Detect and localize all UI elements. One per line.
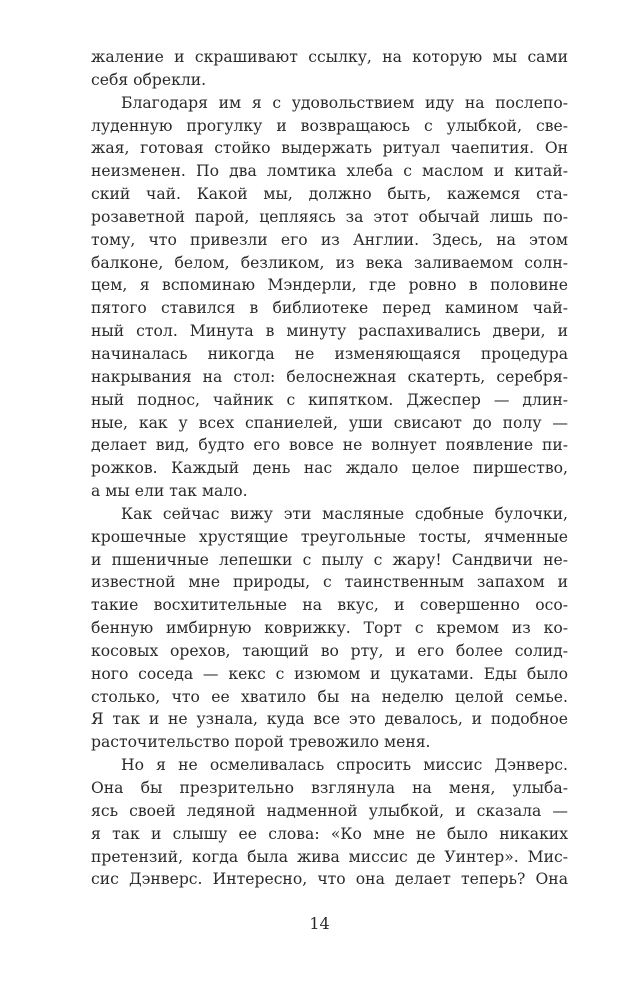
text-line: сис Дэнверс. Интересно, что она делает теперь? Она <box>91 870 568 889</box>
paragraph <box>91 46 568 92</box>
page-number: 14 <box>309 914 330 933</box>
text-line: и пшеничные лепешки с пылу с жару! Сандвичи не- <box>91 550 568 569</box>
text-line: крошечные хрустящие треугольные тосты, ячменные <box>91 527 568 546</box>
text-line: балконе, белом, безликом, из века заливаемом солн- <box>91 253 568 272</box>
text-line: начиналась никогда не изменяющаяся процедура <box>91 344 568 363</box>
text-line: такие восхитительные на вкус, и совершенно осо- <box>91 596 568 615</box>
paragraph <box>91 754 568 891</box>
text-line: ский чай. Какой мы, должно быть, кажемся ста- <box>91 185 568 204</box>
text-line: косовых орехов, тающий во рту, и его более солид- <box>91 641 568 660</box>
text-line: ный стол. Минута в минуту распахивались двери, и <box>91 322 568 341</box>
text-line: ные, как у всех спаниелей, уши свисают до полу — <box>91 413 568 432</box>
text-line: расточительство порой тревожило меня. <box>91 733 431 752</box>
text-line: Она бы презрительно взглянула на меня, улыба- <box>91 779 568 797</box>
page-body-text <box>91 46 568 891</box>
text-line: ясь своей ледяной надменной улыбкой, и сказала — <box>91 801 568 820</box>
text-line: столько, что ее хватило бы на неделю целой семье. <box>91 687 568 706</box>
text-line: цем, я вспоминаю Мэндерли, где ровно в половине <box>91 276 568 295</box>
text-line: претензий, когда была жива миссис де Уинтер». Мис- <box>91 847 568 866</box>
text-line: бенную имбирную коврижку. Торт с кремом из ко- <box>91 619 568 638</box>
text-line: рожков. Каждый день нас ждало целое пиршество, <box>91 459 568 478</box>
text-line: себя обрекли. <box>91 70 207 89</box>
text-line: Благодаря им я с удовольствием иду на послепо- <box>121 93 568 112</box>
text-line: Но я не осмеливалась спросить миссис Дэнверс. <box>121 756 568 775</box>
text-line: луденную прогулку и возвращаюсь с улыбкой, све- <box>91 116 568 135</box>
text-line: розаветной парой, цепляясь за этот обычай лишь по- <box>91 207 568 226</box>
text-line: Я так и не узнала, куда все это девалось, и подобное <box>91 710 568 729</box>
text-line: накрывания на стол: белоснежная скатерть, серебря- <box>91 367 568 386</box>
text-line: ного соседа — кекс с изюмом и цукатами. Еды было <box>91 664 568 683</box>
text-line: делает вид, будто его вовсе не волнует появление пи- <box>91 436 568 455</box>
text-line: жаление и скрашивают ссылку, на которую мы сами <box>91 48 568 66</box>
text-line: тому, что привезли его из Англии. Здесь, на этом <box>91 230 568 249</box>
text-line: Как сейчас вижу эти масляные сдобные булочки, <box>121 504 568 523</box>
paragraph <box>91 92 568 503</box>
text-line: ный поднос, чайник с кипятком. Джеспер — длин- <box>91 390 568 409</box>
text-line: жая, готовая стойко выдержать ритуал чаепития. Он <box>91 139 568 158</box>
text-line: а мы ели так мало. <box>91 482 248 501</box>
text-line: известной мне природы, с таинственным запахом и <box>91 573 568 592</box>
text-line: пятого ставился в библиотеке перед камином чай- <box>91 299 568 318</box>
text-line: я так и слышу ее слова: «Ко мне не было никаких <box>91 824 568 843</box>
paragraph <box>91 503 568 754</box>
text-line: неизменен. По два ломтика хлеба с маслом и китай- <box>91 162 568 181</box>
